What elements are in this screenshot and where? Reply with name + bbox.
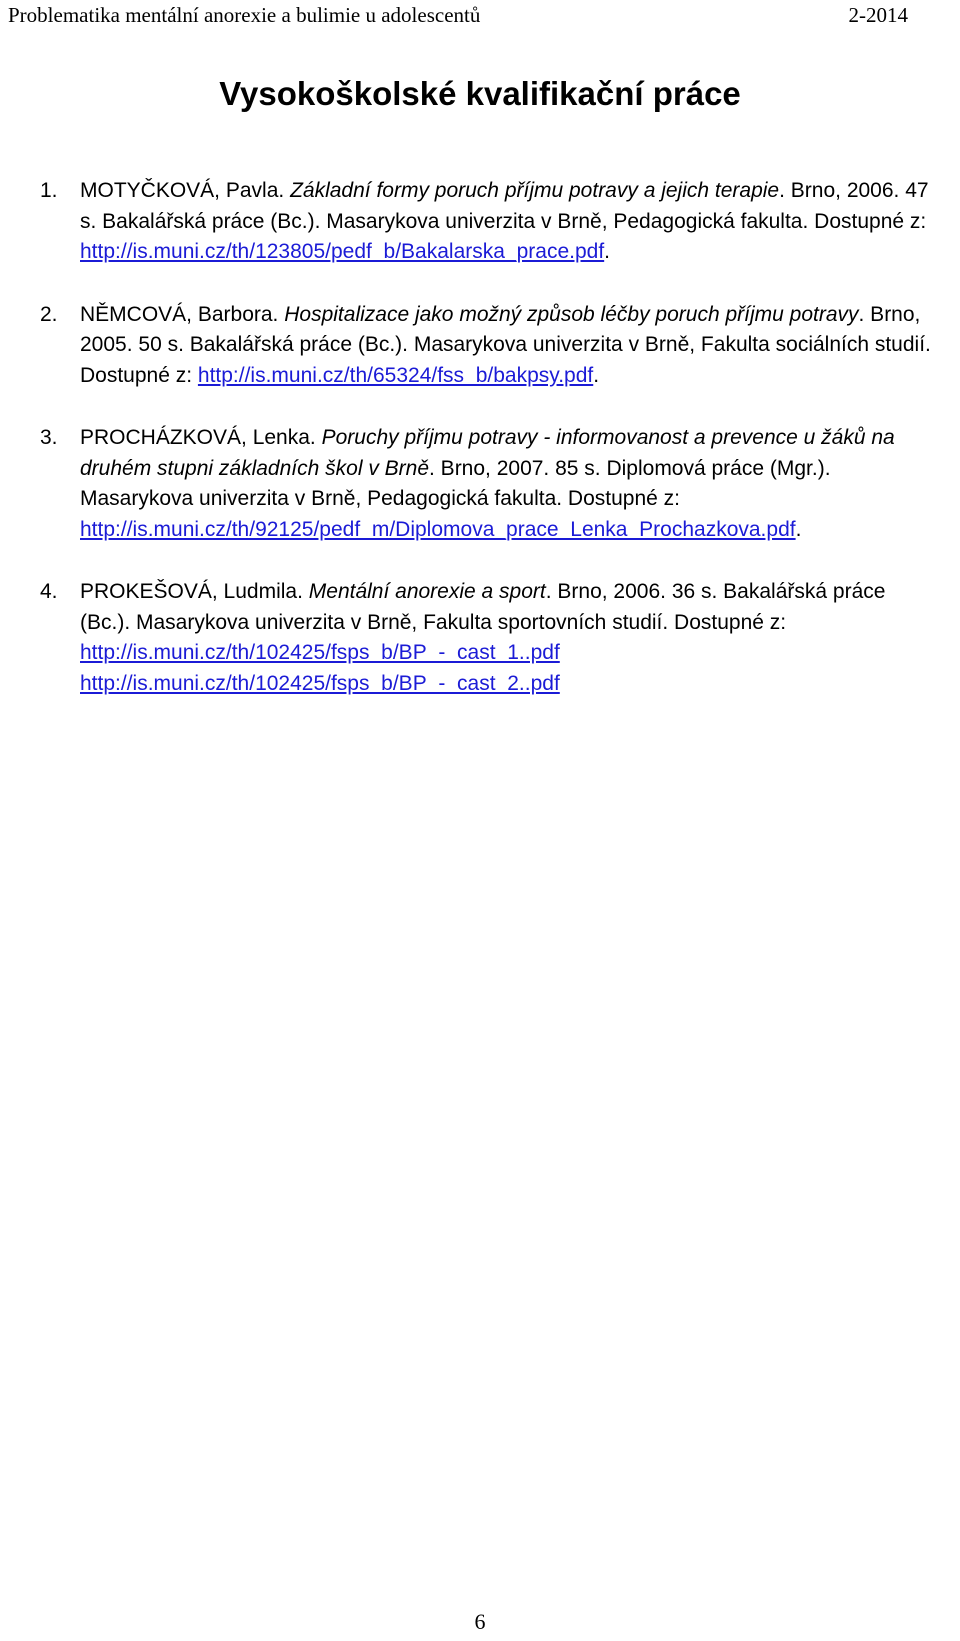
reference-number: 1. [40, 179, 58, 202]
reference-author: PROKEŠOVÁ, Ludmila. [80, 580, 309, 603]
reference-item [40, 176, 940, 268]
page-number: 6 [474, 1609, 486, 1634]
reference-title: Základní formy poruch příjmu potravy a jejich terapie [290, 179, 780, 202]
reference-author: PROCHÁZKOVÁ, Lenka. [80, 426, 322, 449]
reference-details: . Brno, 2006. 47 s. Bakalářská práce (Bc.). Masarykova univerzita v Brně, Pedagogická fakulta. Dostupné z: [80, 179, 929, 233]
reference-number: 4. [40, 580, 58, 603]
reference-title: Hospitalizace jako možný způsob léčby poruch příjmu potravy [284, 302, 859, 326]
reference-details: . Brno, 2006. 36 s. Bakalářská práce (Bc.). Masarykova univerzita v Brně, Fakulta sportovních studií. Dostupné z: [80, 580, 886, 634]
reference-author: MOTYČKOVÁ, Pavla. [80, 179, 291, 202]
reference-item [40, 423, 940, 545]
reference-item [40, 300, 940, 392]
reference-item [40, 577, 940, 699]
reference-title: Mentální anorexie a sport [308, 580, 546, 603]
reference-link[interactable]: http://is.muni.cz/th/65324/fss_b/bakpsy.pdf [197, 363, 594, 387]
reference-author: NĚMCOVÁ, Barbora. [80, 302, 285, 326]
reference-link[interactable]: http://is.muni.cz/th/102425/fsps_b/BP_-_cast_2..pdf [80, 671, 560, 695]
reference-list [40, 176, 940, 731]
reference-title: Poruchy příjmu potravy - informovanost a prevence u žáků na druhém stupni základních škol v Brně [80, 426, 895, 480]
reference-tail: . [795, 517, 802, 541]
reference-number: 3. [40, 426, 58, 449]
page-heading: Vysokoškolské kvalifikační práce [219, 75, 741, 112]
reference-link[interactable]: http://is.muni.cz/th/123805/pedf_b/Bakalarska_prace.pdf [80, 240, 605, 263]
reference-tail: . [593, 363, 600, 387]
reference-number: 2. [40, 302, 58, 326]
reference-details: . Brno, 2007. 85 s. Diplomová práce (Mgr.). Masarykova univerzita v Brně, Pedagogická fakulta. Dostupné z: [80, 456, 831, 510]
header-issue: 2-2014 [848, 3, 908, 27]
reference-details: . Brno, 2005. 50 s. Bakalářská práce (Bc.). Masarykova univerzita v Brně, Fakulta sociálních studií. Dostupné z: [80, 302, 931, 387]
reference-link[interactable]: http://is.muni.cz/th/102425/fsps_b/BP_-_cast_1..pdf [80, 641, 560, 664]
reference-link[interactable]: http://is.muni.cz/th/92125/pedf_m/Diplomova_prace_Lenka_Prochazkova.pdf [80, 517, 796, 541]
reference-tail: . [604, 240, 611, 263]
header-title: Problematika mentální anorexie a bulimie u adolescentů [8, 3, 481, 27]
running-header [8, 0, 908, 30]
